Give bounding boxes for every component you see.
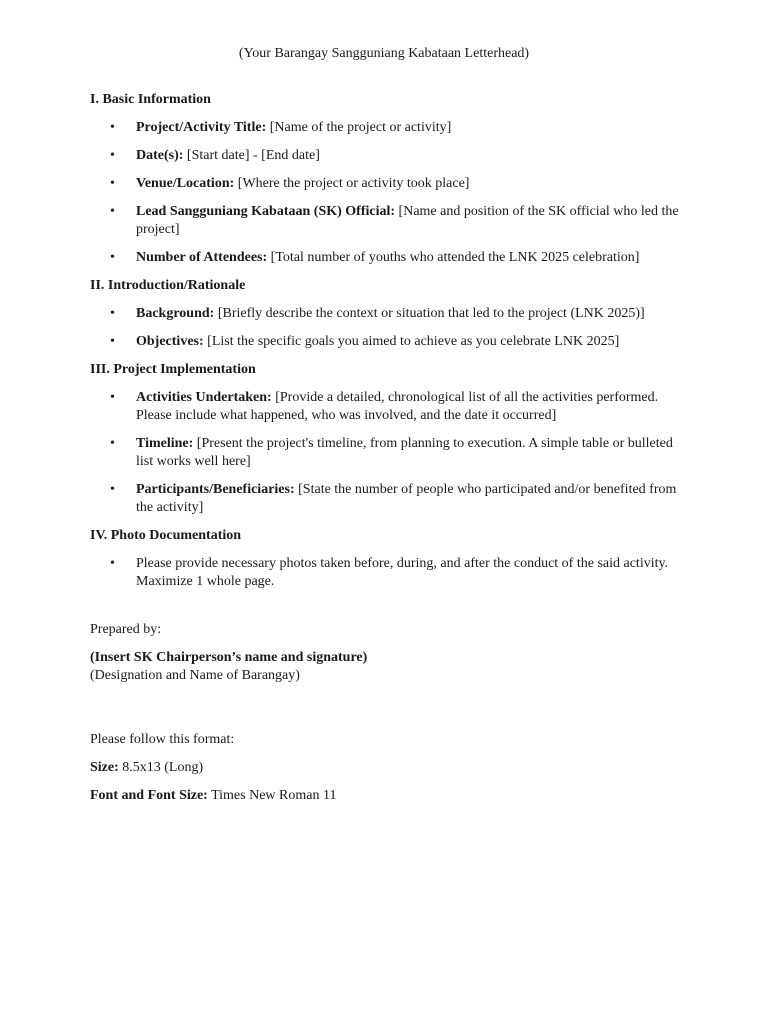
format-size	[90, 759, 680, 777]
item-label: Project/Activity Title:	[136, 120, 267, 135]
item-text: [Where the project or activity took place]	[234, 176, 470, 191]
signatory-designation: (Designation and Name of Barangay)	[90, 668, 300, 683]
item-label: Timeline:	[136, 436, 194, 451]
item-text: Please provide necessary photos taken before, during, and after the conduct of the said activity. Maximize 1 whole page.	[136, 556, 669, 589]
bullet-icon: •	[110, 176, 115, 191]
item-label: Participants/Beneficiaries:	[136, 482, 295, 497]
format-intro: Please follow this format:	[90, 732, 235, 747]
bullet-icon: •	[110, 148, 115, 163]
letterhead-placeholder: (Your Barangay Sangguniang Kabataan Letterhead)	[238, 46, 530, 61]
item-text: [Name and position of the SK official who led the project]	[136, 204, 679, 237]
section-photo-documentation	[90, 527, 680, 591]
bullet-list	[90, 305, 680, 351]
item-text: [State the number of people who participated and/or benefited from the activity]	[136, 482, 677, 515]
item-label: Objectives:	[136, 334, 204, 349]
item-label: Number of Attendees:	[136, 250, 268, 265]
section-heading: III. Project Implementation	[90, 362, 256, 377]
format-size-label: Size:	[90, 760, 119, 775]
bullet-icon: •	[110, 390, 115, 405]
bullet-icon: •	[110, 204, 115, 219]
item-text: [Start date] - [End date]	[183, 148, 320, 163]
prepared-by-block	[90, 621, 680, 685]
section-heading: II. Introduction/Rationale	[90, 278, 246, 293]
bullet-list	[90, 389, 680, 517]
section-project-implementation	[90, 361, 680, 517]
list-item	[90, 175, 680, 193]
list-item	[90, 119, 680, 137]
bullet-icon: •	[110, 436, 115, 451]
bullet-list	[90, 555, 680, 591]
section-introduction-rationale	[90, 277, 680, 351]
section-basic-information	[90, 91, 680, 267]
bullet-list	[90, 119, 680, 267]
item-label: Date(s):	[136, 148, 184, 163]
format-size-value: 8.5x13 (Long)	[118, 760, 204, 775]
item-text: [Name of the project or activity]	[266, 120, 452, 135]
item-label: Background:	[136, 306, 215, 321]
prepared-by-label: Prepared by:	[90, 622, 162, 637]
section-heading: IV. Photo Documentation	[90, 528, 242, 543]
bullet-icon: •	[110, 250, 115, 265]
list-item	[90, 435, 680, 471]
item-label: Activities Undertaken:	[136, 390, 272, 405]
item-label: Lead Sangguniang Kabataan (SK) Official:	[136, 204, 396, 219]
list-item	[90, 249, 680, 267]
format-font	[90, 787, 680, 805]
item-text: [Total number of youths who attended the LNK 2025 celebration]	[267, 250, 640, 265]
item-text: [Provide a detailed, chronological list of all the activities performed. Please include what happened, who was involved, and the date it occurred]	[136, 390, 659, 423]
section-heading: I. Basic Information	[90, 92, 211, 107]
item-text: [Briefly describe the context or situation that led to the project (LNK 2025)]	[214, 306, 645, 321]
item-text: [Present the project's timeline, from planning to execution. A simple table or bulleted list works well here]	[136, 436, 673, 469]
format-font-label: Font and Font Size:	[90, 788, 208, 803]
list-item	[90, 481, 680, 517]
item-text: [List the specific goals you aimed to achieve as you celebrate LNK 2025]	[203, 334, 620, 349]
list-item	[90, 203, 680, 239]
bullet-icon: •	[110, 334, 115, 349]
item-label: Venue/Location:	[136, 176, 235, 191]
list-item	[90, 555, 680, 591]
list-item	[90, 305, 680, 323]
bullet-icon: •	[110, 120, 115, 135]
list-item	[90, 333, 680, 351]
format-font-value: Times New Roman 11	[207, 788, 337, 803]
bullet-icon: •	[110, 306, 115, 321]
signatory-name: (Insert SK Chairperson’s name and signature)	[90, 650, 368, 665]
document-body	[90, 91, 680, 815]
bullet-icon: •	[110, 482, 115, 497]
list-item	[90, 389, 680, 425]
format-instructions	[90, 731, 680, 805]
bullet-icon: •	[110, 556, 115, 571]
list-item	[90, 147, 680, 165]
